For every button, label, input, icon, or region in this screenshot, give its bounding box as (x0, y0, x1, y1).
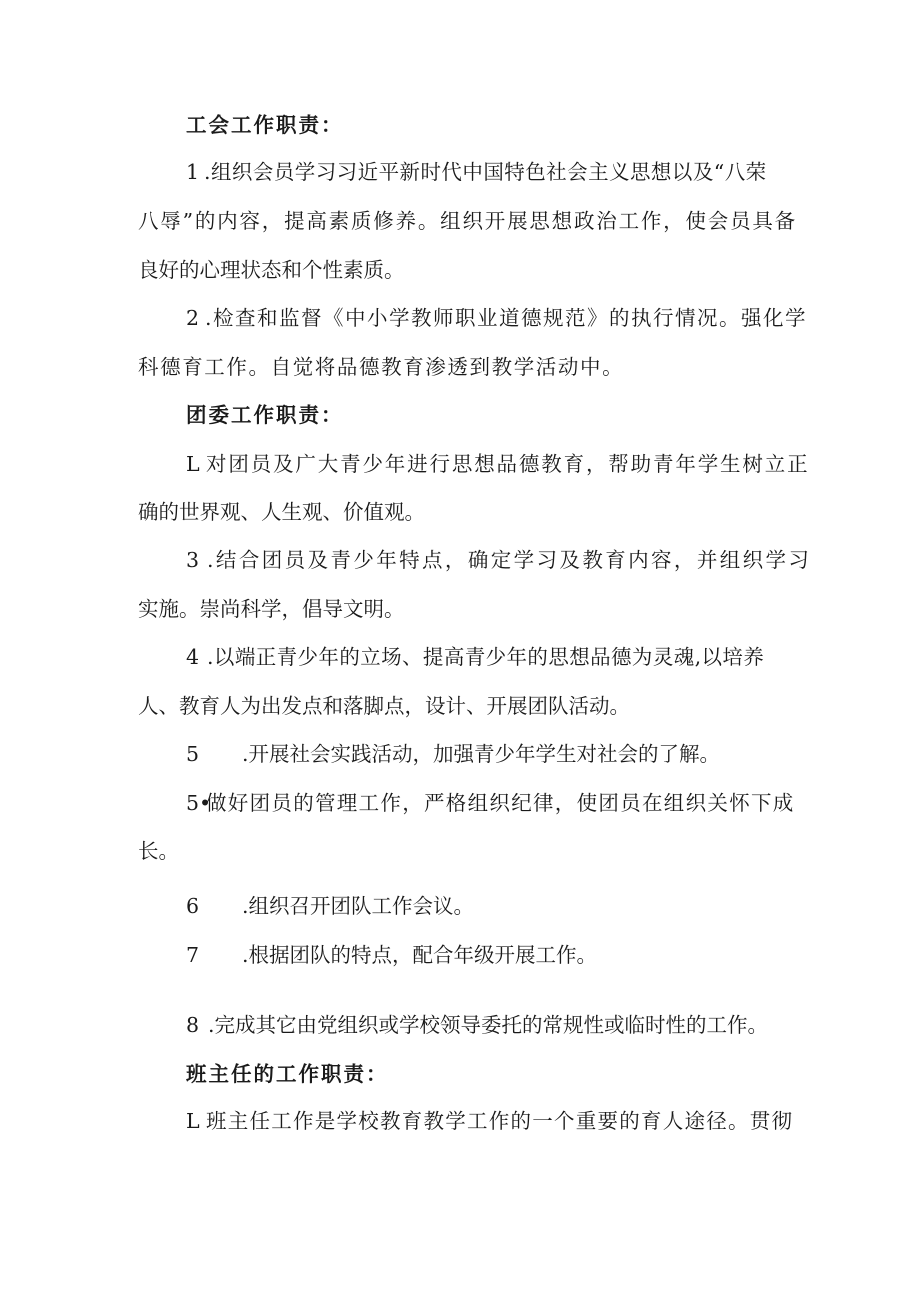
item-text: .结合团员及青少年特点，确定学习及教育内容，并组织学习 (207, 548, 812, 572)
item-number: 5 (186, 742, 200, 766)
item-text: 良好的心理状态和个性素质。 (138, 258, 405, 282)
item-text: 对团员及广大青少年进行思想品德教育，帮助青年学生树立正 (206, 452, 810, 476)
item-number: L (186, 1109, 200, 1133)
item-text: .检查和监督《中小学教师职业道德规范》的执行情况。强化学 (205, 306, 808, 330)
item-text: 八辱”的内容，提高素质修养。组织开展思想政治工作，使会员具备 (138, 209, 797, 233)
item-number: 2 (186, 306, 200, 330)
item-text: 科德育工作。自觉将品德教育渗透到教学活动中。 (138, 355, 625, 379)
item-text: 班主任工作是学校教育教学工作的一个重要的育人途径。贯彻 (206, 1109, 794, 1133)
item-text: 长。 (138, 839, 179, 863)
item-text: 人、教育人为出发点和落脚点，设计、开展团队活动。 (138, 694, 630, 718)
item-number: 5• (186, 791, 212, 815)
item-number: 3 (186, 548, 200, 572)
item-number: 8 (186, 1013, 200, 1037)
item-text: 确的世界观、人生观、价值观。 (138, 500, 425, 524)
item-text: .以端正青少年的立场、提高青少年的思想品德为灵魂,以培养 (207, 645, 765, 669)
item-text: .完成其它由党组织或学校领导委托的常规性或临时性的工作。 (208, 1013, 769, 1037)
item-number: 7 (186, 943, 200, 967)
item-number: 6 (186, 894, 200, 918)
item-number: 1 (186, 160, 200, 184)
item-text: .组织召开团队工作会议。 (242, 894, 475, 918)
item-number: 4 (186, 645, 200, 669)
item-text: .组织会员学习习近平新时代中国特色社会主义思想以及“八荣 (204, 160, 767, 184)
item-text: 做好团员的管理工作，严格组织纪律，使团员在组织关怀下成 (206, 791, 795, 815)
item-text: .开展社会实践活动，加强青少年学生对社会的了解。 (242, 742, 721, 766)
item-text: 实施。崇尚科学，倡导文明。 (138, 597, 405, 621)
item-number: L (186, 452, 200, 476)
item-text: .根据团队的特点，配合年级开展工作。 (242, 943, 598, 967)
